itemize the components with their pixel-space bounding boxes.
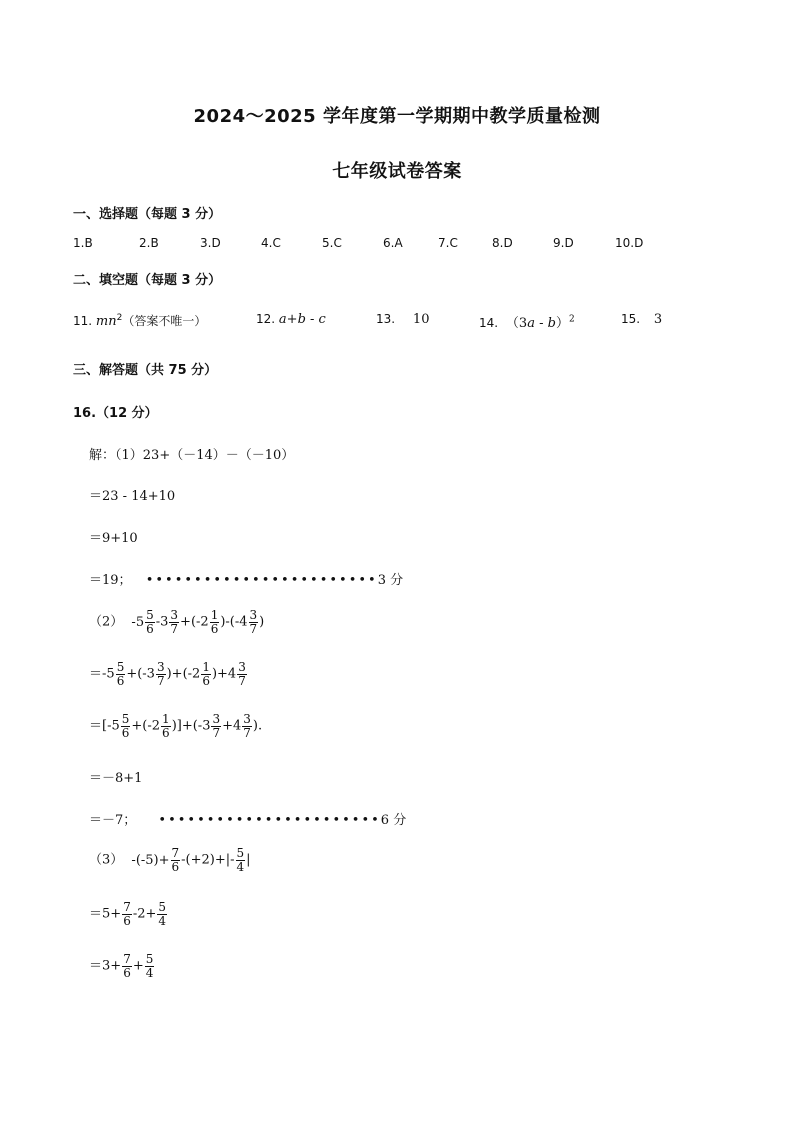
choice-answer: 3.D <box>200 236 221 250</box>
fraction: $\frac{3}{7}$ <box>170 608 179 636</box>
equals-sign: ＝ <box>89 718 103 734</box>
equals-sign: ＝ <box>89 666 103 682</box>
fraction: $\frac{3}{7}$ <box>249 608 258 636</box>
fill-answer-15 <box>621 312 662 327</box>
fraction: $\frac{1}{6}$ <box>210 608 219 636</box>
fraction: $\frac{7}{6}$ <box>123 900 131 928</box>
solution-line <box>89 809 406 828</box>
choice-answer: 6.A <box>383 236 403 250</box>
fraction: $\frac{7}{6}$ <box>171 846 180 874</box>
question-number: 11. <box>73 314 93 328</box>
fraction: $\frac{7}{6}$ <box>123 952 131 980</box>
solution-line: （3） -(-5)+ $\frac{7}{6}$ -(+2)+|- $\frac{5}{4}$ | <box>89 846 251 874</box>
fraction: $\frac{5}{4}$ <box>236 846 245 874</box>
period: . <box>258 718 263 734</box>
answer-note: （答案不唯一） <box>122 314 207 328</box>
fill-answer-13 <box>376 312 429 327</box>
page-subtitle: 七年级试卷答案 <box>332 161 462 182</box>
question-number: 13. <box>376 312 396 326</box>
choice-answer: 10.D <box>615 236 644 250</box>
solution-line: （2） -5 $\frac{5}{6}$ -3 $\frac{3}{7}$ +(-2 $\frac{1}{6}$ )-(-4 $\frac{3}{7}$ ) <box>89 608 265 636</box>
section-heading-solve: 三、解答题（共 75 分） <box>73 363 218 378</box>
leader-dots: ••••••••••••••••••••••• <box>158 813 381 828</box>
solution-line: ＝-5 $\frac{5}{6}$ +(-3 $\frac{3}{7}$ )+(-2 $\frac{1}{6}$ )+4 $\frac{3}{7}$ <box>89 660 246 688</box>
choice-answer: 5.C <box>322 236 342 250</box>
choice-answer: 1.B <box>73 236 93 250</box>
part-label: （3） <box>89 852 124 868</box>
fraction: $\frac{1}{6}$ <box>202 660 210 688</box>
fraction: $\frac{5}{6}$ <box>146 608 154 636</box>
section-heading-choice: 一、选择题（每题 3 分） <box>73 207 222 222</box>
fill-answer-12 <box>256 312 326 327</box>
fill-answer-11 <box>73 312 206 329</box>
math-expression: a+b - c <box>278 312 326 327</box>
variable-a: a <box>527 316 535 331</box>
choice-answer: 4.C <box>261 236 281 250</box>
fraction: $\frac{3}{7}$ <box>212 712 221 740</box>
answer-value: 3 <box>653 312 663 327</box>
fraction: $\frac{5}{4}$ <box>145 952 154 980</box>
exponent: 2 <box>116 313 123 323</box>
question-number: 15. <box>621 312 641 326</box>
solution-line: ＝[-5 $\frac{5}{6}$ +(-2 $\frac{1}{6}$ )]+(-3 $\frac{3}{7}$ +4 $\frac{3}{7}$ ). <box>89 712 263 740</box>
leader-dots: •••••••••••••••••••••••• <box>145 573 378 588</box>
solution-line: ＝5+ $\frac{7}{6}$ -2+ $\frac{5}{4}$ <box>89 900 167 928</box>
score-label: 6 分 <box>380 813 407 828</box>
result-value: ＝－7； <box>89 813 137 828</box>
question-number: 14. <box>479 316 499 330</box>
paren-open: （3 <box>505 316 528 331</box>
math-expression <box>506 316 575 331</box>
fraction: $\frac{5}{6}$ <box>116 660 125 688</box>
choice-answer: 2.B <box>139 236 159 250</box>
section-heading-fill: 二、填空题（每题 3 分） <box>73 273 222 288</box>
fraction: $\frac{3}{7}$ <box>156 660 165 688</box>
question-16-heading: 16.（12 分） <box>73 406 158 421</box>
answer-value: 10 <box>412 312 430 327</box>
part-label: （2） <box>89 614 124 630</box>
result-value: ＝19； <box>89 573 132 588</box>
fraction: $\frac{5}{4}$ <box>158 900 167 928</box>
choice-answer: 7.C <box>438 236 458 250</box>
equals-sign: ＝ <box>89 906 103 922</box>
variable-b: b <box>547 316 556 331</box>
fraction: $\frac{1}{6}$ <box>162 712 170 740</box>
choice-answer: 9.D <box>553 236 574 250</box>
operator: - <box>534 316 548 331</box>
fill-answer-14 <box>479 312 575 331</box>
page-title: 2024～2025 学年度第一学期期中教学质量检测 <box>193 106 601 127</box>
fraction: $\frac{3}{7}$ <box>238 660 246 688</box>
paren-close: ） <box>555 316 569 331</box>
exponent: 2 <box>568 314 575 325</box>
solution-line <box>89 569 403 588</box>
question-number: 12. <box>256 312 276 326</box>
score-label: 3 分 <box>377 573 404 588</box>
solution-line: ＝9+10 <box>89 531 138 546</box>
solution-line: ＝23 - 14+10 <box>89 489 176 504</box>
choice-answer: 8.D <box>492 236 513 250</box>
fraction: $\frac{3}{7}$ <box>243 712 251 740</box>
math-term: mn <box>95 314 117 329</box>
fraction: $\frac{5}{6}$ <box>121 712 130 740</box>
equals-sign: ＝ <box>89 958 103 974</box>
solution-line: 解：（1）23+（－14）－（－10） <box>89 448 295 463</box>
solution-line: ＝3+ $\frac{7}{6}$ + $\frac{5}{4}$ <box>89 952 154 980</box>
solution-line: ＝－8+1 <box>89 771 143 786</box>
